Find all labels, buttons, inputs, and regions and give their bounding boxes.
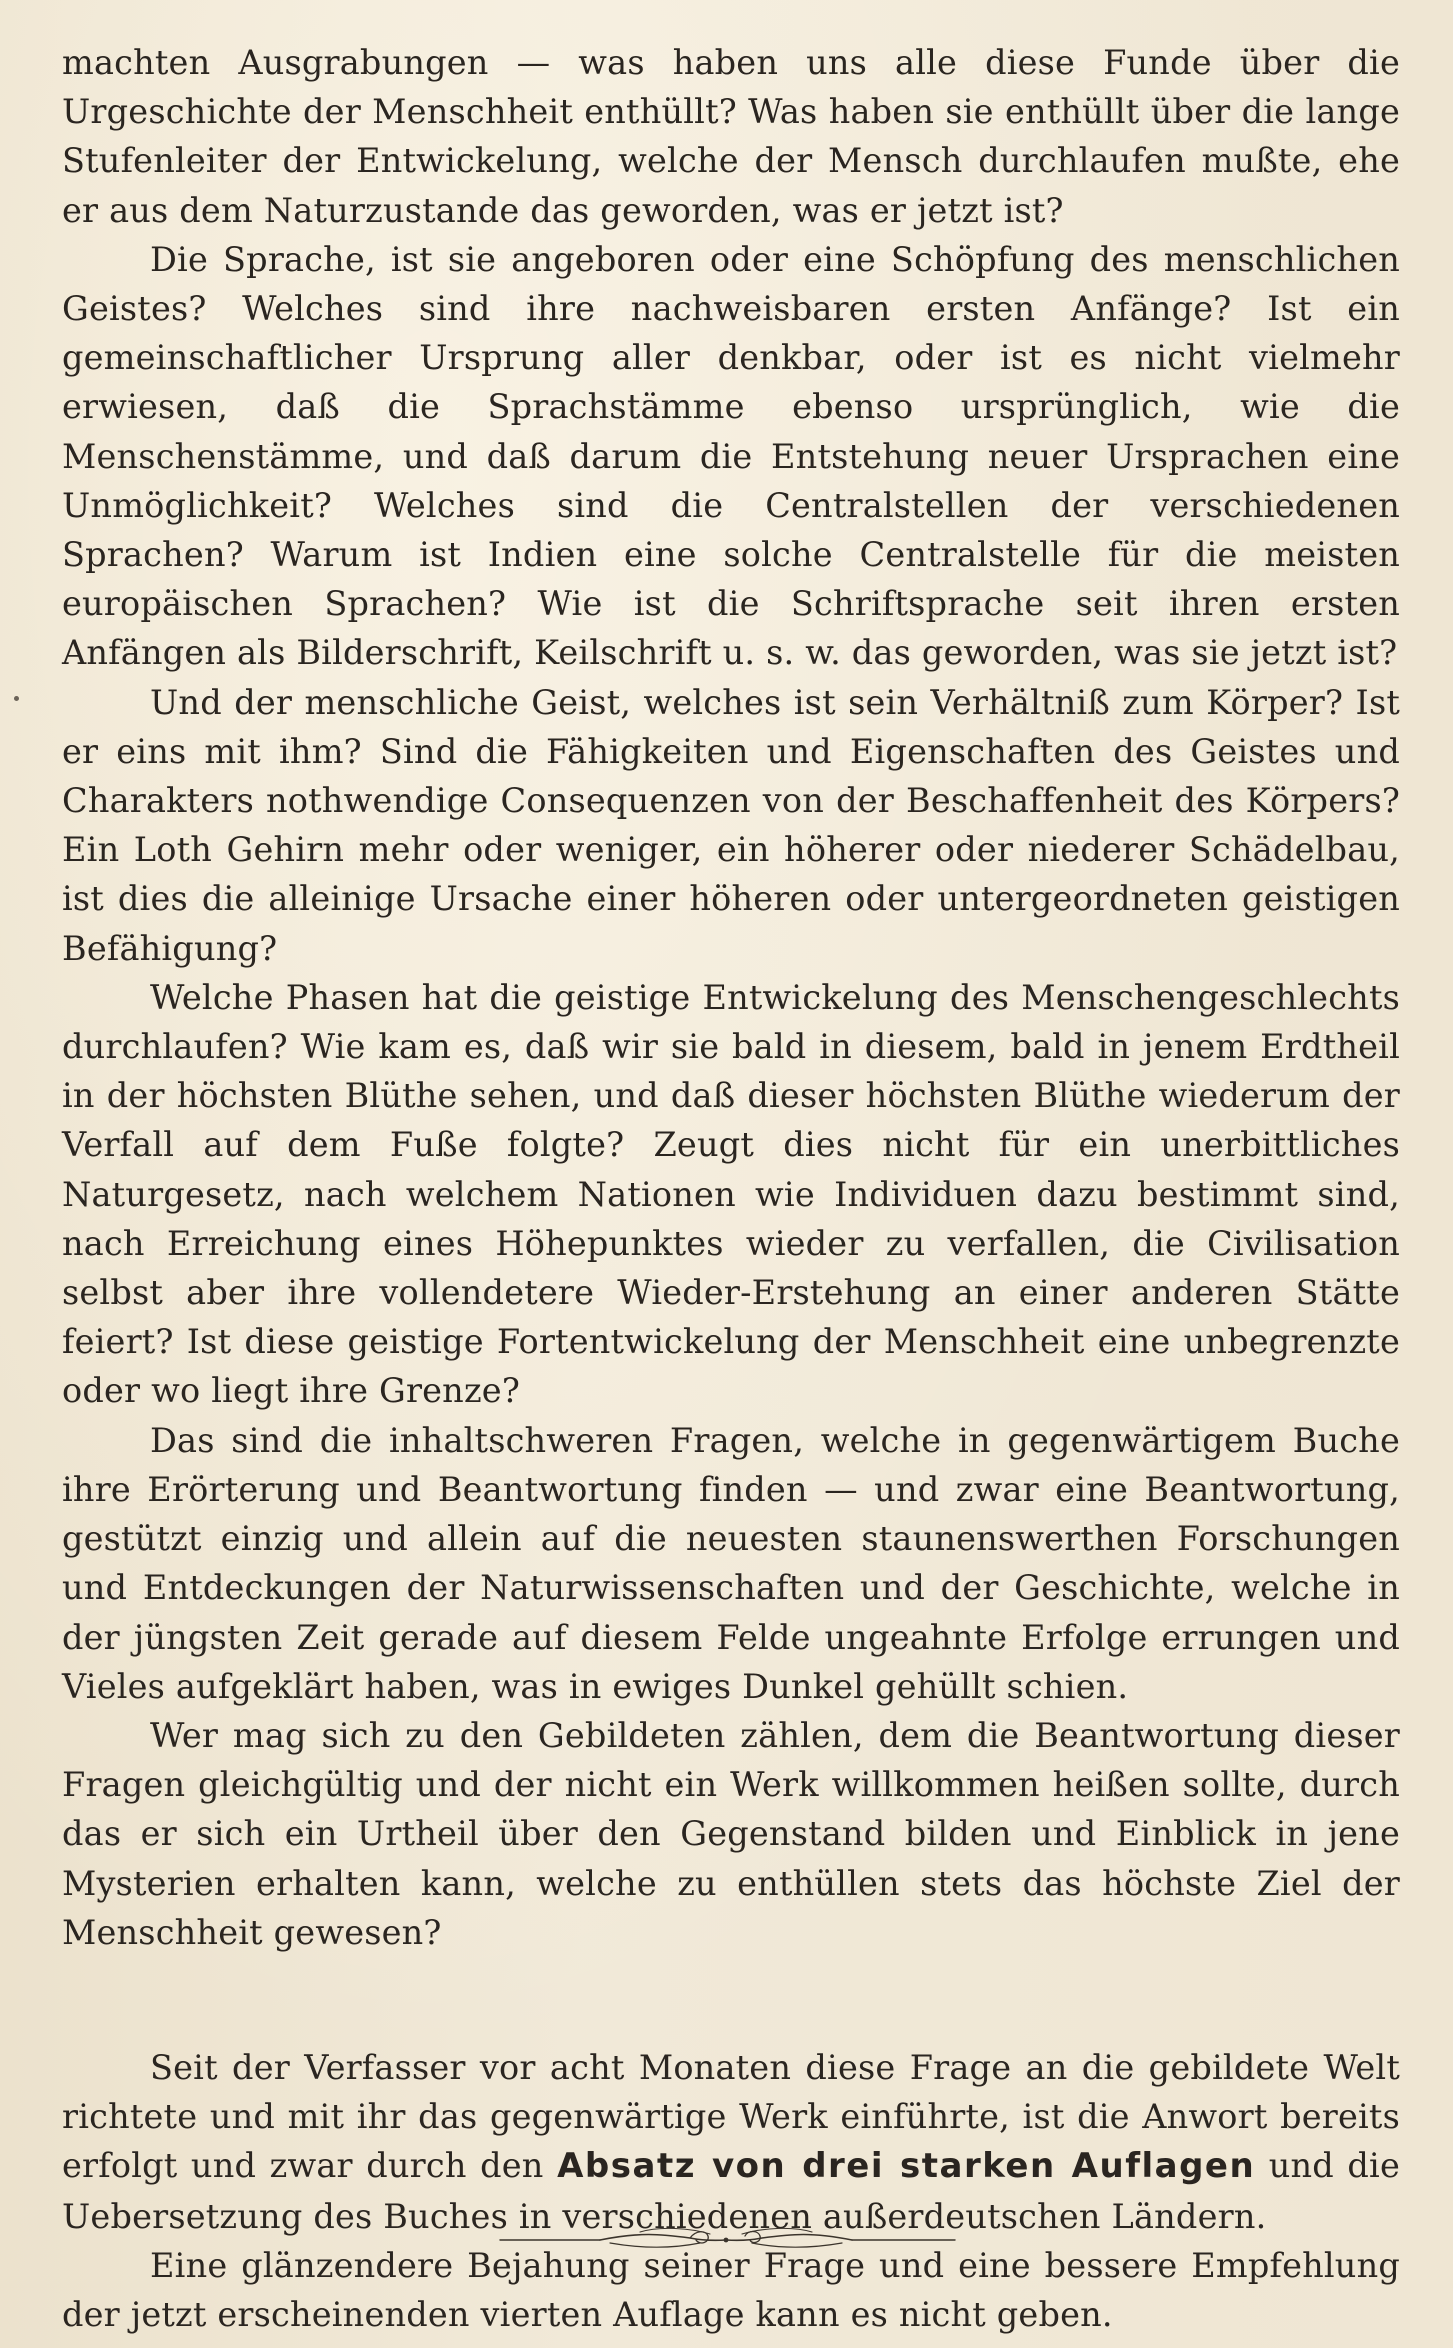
- paragraph-4: Welche Phasen hat die geistige Entwickelung des Menschengeschlechts durchlaufen? Wie kam es, daß wir sie bald in diesem, bald in jenem Erdtheil in der höchsten Blüthe sehen, und daß dieser höchsten Blüthe wiederum der Verfall auf dem Fuße folgte? Zeugt dies nicht für ein unerbittliches Naturgesetz, nach welchem Nationen wie Individuen dazu bestimmt sind, nach Erreichung eines Höhepunktes wieder zu verfallen, die Civilisation selbst aber ihre vollendetere Wieder-Erstehung an einer anderen Stätte feiert? Ist diese geistige Fortentwickelung der Menschheit eine unbegrenzte oder wo liegt ihre Grenze?: [62, 977, 1400, 1411]
- paragraph-2: Die Sprache, ist sie angeboren oder eine Schöpfung des menschlichen Geistes? Welches sind ihre nachweisbaren ersten Anfänge? Ist ein gemeinschaftlicher Ursprung aller denkbar, oder ist es nicht vielmehr erwiesen, daß die Sprachstämme ebenso ursprünglich, wie die Menschenstämme, und daß darum die Entstehung neuer Ursprachen eine Unmöglichkeit? Welches sind die Centralstellen der verschiedenen Sprachen? Warum ist Indien eine solche Centralstelle für die meisten europäischen Sprachen? Wie ist die Schriftsprache seit ihren ersten Anfängen als Bilderschrift, Keilschrift u. s. w. das geworden, was sie jetzt ist?: [62, 239, 1400, 673]
- emphasized-phrase: Absatz von drei starken Auflagen: [557, 2146, 1256, 2187]
- paragraph-5: Das sind die inhaltschweren Fragen, welche in gegenwärtigem Buche ihre Erörterung und Beantwortung finden — und zwar eine Beantwortung, gestützt einzig und allein auf die neuesten staunenswerthen Forschungen und Entdeckungen der Naturwissenschaften und der Geschichte, welche in der jüngsten Zeit gerade auf diesem Felde ungeahnte Erfolge errungen und Vieles aufgeklärt haben, was in ewiges Dunkel gehüllt schien.: [62, 1420, 1400, 1706]
- decorative-flourish-icon: [0, 2210, 1453, 2270]
- paragraph-6: Wer mag sich zu den Gebildeten zählen, dem die Beantwortung dieser Fragen gleichgültig und der nicht ein Werk willkommen heißen sollte, durch das er sich ein Urtheil über den Gegenstand bilden und Einblick in jene Mysterien erhalten kann, welche zu enthüllen stets das höchste Ziel der Menschheit gewesen?: [62, 1715, 1400, 1952]
- margin-mark: [14, 696, 19, 701]
- closing-paragraph-2: Eine glänzendere Bejahung seiner Frage und eine bessere Empfehlung der jetzt erscheinenden vierten Auflage kann es nicht geben.: [62, 2245, 1400, 2334]
- closing-text-after: und die Uebersetzung des Buches in verschiedenen außerdeutschen Ländern.: [62, 2146, 1401, 2236]
- main-text-block: [62, 38, 1400, 2339]
- paragraph-1: machten Ausgrabungen — was haben uns alle diese Funde über die Urgeschichte der Menschheit enthüllt? Was haben sie enthüllt über die lange Stufenleiter der Entwickelung, welche der Mensch durchlaufen mußte, ehe er aus dem Naturzustande das geworden, was er jetzt ist?: [62, 43, 1400, 230]
- section-gap: [62, 1957, 1400, 2043]
- closing-text-before: Seit der Verfasser vor acht Monaten diese Frage an die gebildete Welt richtete und mit ihr das gegenwärtige Werk einführte, ist die Anwort bereits erfolgt und zwar durch den: [62, 2047, 1400, 2186]
- paragraph-3: Und der menschliche Geist, welches ist sein Verhältniß zum Körper? Ist er eins mit ihm? Sind die Fähigkeiten und Eigenschaften des Geistes und Charakters nothwendige Consequenzen von der Beschaffenheit des Körpers? Ein Loth Gehirn mehr oder weniger, ein höherer oder niederer Schädelbau, ist dies die alleinige Ursache einer höheren oder untergeordneten geistigen Befähigung?: [62, 682, 1400, 968]
